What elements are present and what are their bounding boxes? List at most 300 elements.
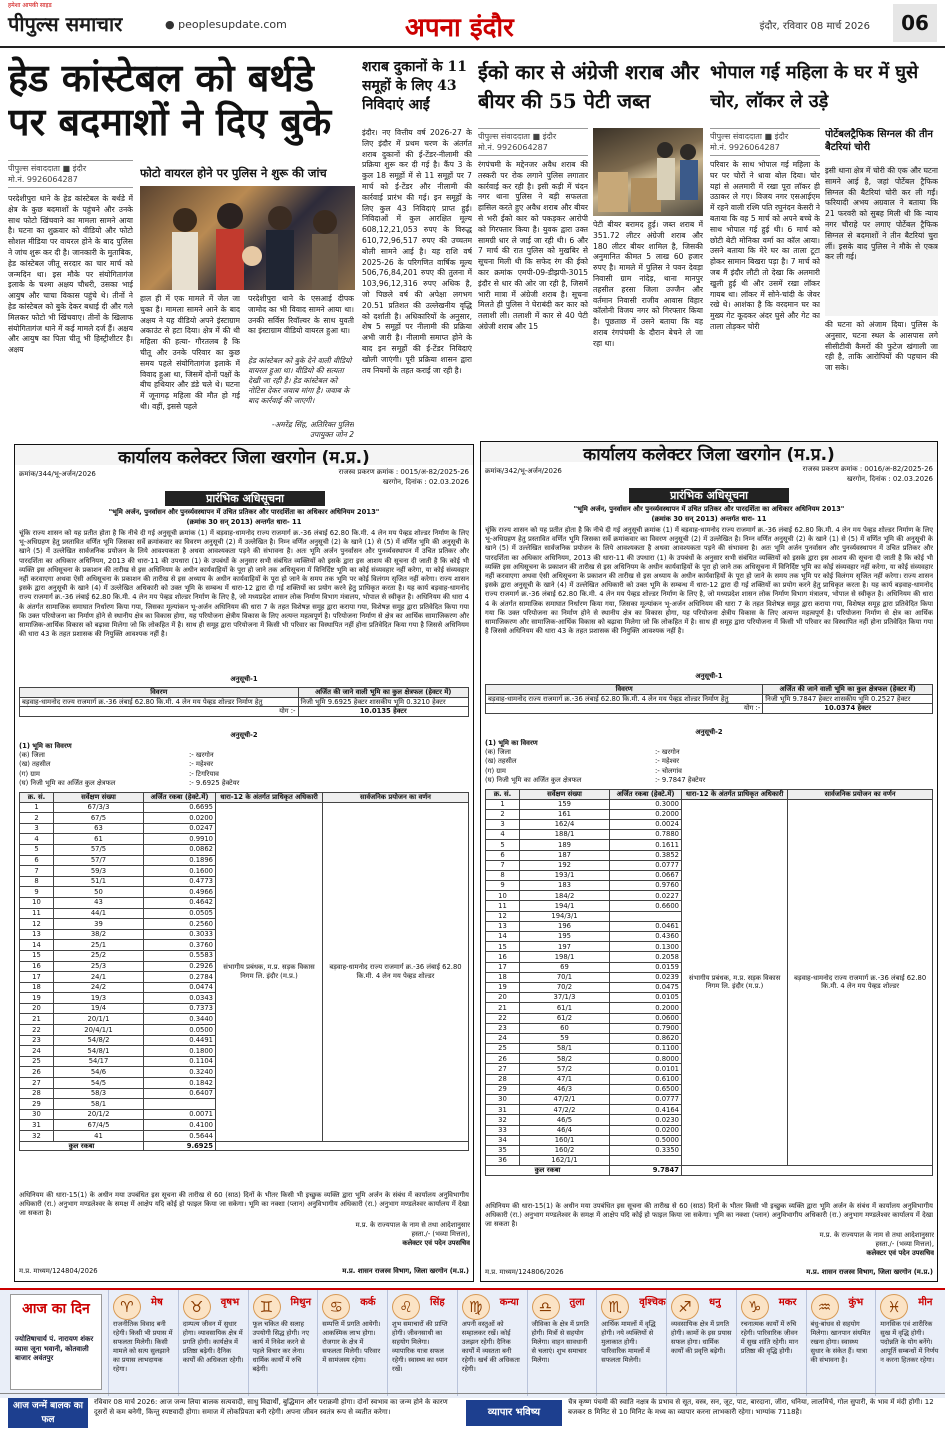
zodiac-12[interactable] <box>875 1290 945 1396</box>
table-cell: 19/4 <box>54 1003 144 1014</box>
nl-sign2: कलेक्टर एवं पदेन उपसचिव <box>402 1239 470 1248</box>
table-cell: 0.0230 <box>610 1115 682 1125</box>
table-cell: 35 <box>486 1145 520 1155</box>
table-cell: 32 <box>20 1131 54 1142</box>
zodiac-text: शुभ समाचारों की प्राप्ति होगी। जीवनसाथी का सहयोग मिलेगा। व्यापारिक यात्रा सफल रहेगी। स्वास्थ्य का ध्यान रखें। <box>392 1320 448 1373</box>
survey-col-header: धारा-12 के अंतर्गत प्राधिकृत अधिकारी <box>682 790 788 800</box>
masthead <box>0 0 945 48</box>
table-cell: 7 <box>486 860 520 870</box>
zodiac-5[interactable] <box>387 1290 457 1396</box>
bhopal-byline <box>710 128 820 156</box>
zodiac-name: मीन <box>918 1297 933 1308</box>
table-cell: 0.2000 <box>610 809 682 819</box>
land-row <box>485 776 785 785</box>
eco-byline-text: पीपुल्स संवाददाता ■ इंदौर <box>478 132 557 141</box>
table-cell: 0.0101 <box>610 1064 682 1074</box>
table-cell: 54/8/2 <box>54 1035 144 1046</box>
nl-sign: हस्ता./- (भव्या मित्तल), <box>411 1230 470 1239</box>
lead-mobile: मो.नं. 9926064287 <box>8 175 78 184</box>
table-cell: 38/2 <box>54 929 144 940</box>
r-sch1-desc: बड़वाह-धामनोद राज्य राजमार्ग क्र.-36 लंबाई 62.80 कि.मी. 4 लेन मय पेव्हड शोल्डर निर्माण हेतु <box>486 694 763 704</box>
notice-right-sch1-label: अनुसूची-1 <box>695 672 723 680</box>
table-cell: 184/2 <box>520 891 610 901</box>
r-sch1-area: निजी भूमि 9.7847 हेक्टर शासकीय भूमि 0.2527 हेक्टर <box>763 694 933 704</box>
notice-left-sch1-table <box>19 687 469 717</box>
zodiac-icon: ♌ <box>392 1294 420 1320</box>
table-cell: 2 <box>20 813 54 824</box>
table-cell: 19/3 <box>54 993 144 1004</box>
page-number: 06 <box>893 4 937 42</box>
table-cell: 27 <box>20 1078 54 1089</box>
public-purpose: बड़वाह-धामनोद राज्य राजमार्ग क्र.-36 लंबाई 62.80 कि.मी. 4 लेन मय पेव्हड शोल्डर <box>322 802 468 1141</box>
bhopal-body: परिवार के साथ भोपाल गई महिला के घर पर चोरों ने धावा बोल दिया। चोर यहां से अलमारी में रखा पूरा लॉकर ही उठाकर ले गए। विजय नगर एसआईएम में रहने वाली रश्मि पति रघुनंदन केसरी ने बताया कि वह 5 मार्च को अपने बच्चे के साथ भोपाल गई हुई थी। 6 मार्च को छोटी बेटी मोनिका वर्मा का कॉल आया। उसने बताया कि मेरे घर का ताला टूटा होकर सामान बिखरा पड़ा है। 7 मार्च को जब मैं इंदौर लौटी तो देखा कि अलमारी खुली हुई थी और उसमें रखा लॉकर गायब था। लॉकर में सोने-चांदी के जेवर रखे थे। आशंका है कि वरदमान घर का मुख्य गेट कूदकर अंदर घुसे और गेट का ताला तोड़कर चोरी <box>710 160 820 331</box>
table-cell: 20 <box>20 1003 54 1014</box>
table-cell: 58/1 <box>54 1099 144 1110</box>
aaj-ka-din-box <box>10 1294 102 1390</box>
table-cell: 0.0500 <box>144 1025 216 1036</box>
zodiac-name: मकर <box>778 1297 797 1308</box>
zodiac-name: मिथुन <box>290 1297 312 1308</box>
table-cell: 0.4360 <box>610 932 682 942</box>
table-cell: 47/2/2 <box>520 1105 610 1115</box>
table-cell: 18 <box>486 972 520 982</box>
table-cell: 0.1896 <box>144 855 216 866</box>
table-cell: 25/1 <box>54 940 144 951</box>
survey-table <box>485 789 933 1176</box>
land-label: (ग) ग्राम <box>485 766 506 775</box>
table-cell: 0.0343 <box>144 993 216 1004</box>
zodiac-name: कुंभ <box>848 1297 864 1308</box>
table-cell: 57/7 <box>54 855 144 866</box>
table-cell: 159 <box>520 799 610 809</box>
notice-right-sch2 <box>485 789 933 1199</box>
lead-quote-by: -अमरेंद्र सिंह, अतिरिक्त पुलिस उपायुक्त जोन 2 <box>271 420 354 439</box>
table-cell: 0.2058 <box>610 952 682 962</box>
notice-left-land <box>19 742 319 788</box>
table-cell: 0.4100 <box>144 1120 216 1131</box>
notice-right-section: (क्रमांक 30 सन् 2013) अन्तर्गत धारा- 11 <box>651 515 767 523</box>
seized-liquor-photo-art <box>593 128 703 216</box>
sch1-area: निजी भूमि 9.6925 हेक्टर शासकीय भूमि 0.3210 हेक्टर <box>298 697 468 707</box>
survey-col-header: क्र. सं. <box>20 793 54 803</box>
brand-name: पीपुल्स समाचार <box>8 12 123 36</box>
table-cell: 25/3 <box>54 961 144 972</box>
notice-left-sch1-label: अनुसूची-1 <box>230 675 258 683</box>
people-photo-art <box>140 186 355 290</box>
notice-right-title: कार्यालय कलेक्टर जिला खरगोन (म.प्र.) <box>583 445 835 462</box>
table-cell: 0.7900 <box>610 1023 682 1033</box>
table-cell: 0.4642 <box>144 897 216 908</box>
table-cell: 46/5 <box>520 1115 610 1125</box>
table-cell: 54/17 <box>54 1056 144 1067</box>
land-label: (क) जिला <box>485 748 511 757</box>
zodiac-text: मानसिक एवं शारीरिक सुख में वृद्धि होगी। पदोन्नति के योग बनेंगे। आपूर्ति सम्बन्धों में निर्णय न करना हितकर रहेगा। <box>880 1320 939 1364</box>
eco-headline[interactable]: ईको कार से अंग्रेजी शराब और बीयर की 55 पेटी जब्त <box>478 60 700 113</box>
zodiac-3[interactable] <box>248 1290 318 1396</box>
birth-fal-text: रविवार 08 मार्च 2026: आज जन्म लिया बालक सत्यवादी, साधु विद्यार्थी, बुद्धिमान और पराक्रमी होगा। दोनों स्वभाव का जन्म होने के कारण दूसरों से कम बनेगी, किन्तु स्पष्टवादी होगा। समाज में लोकप्रियता बनी रहेगी। अपना जीवन स्वतंत्र रूप से व्यतीत करेगा। <box>94 1398 448 1416</box>
table-cell: 3 <box>486 819 520 829</box>
table-cell: 11 <box>20 908 54 919</box>
table-cell: 25 <box>486 1044 520 1054</box>
land-row <box>485 748 785 757</box>
table-cell: 67/4/5 <box>54 1120 144 1131</box>
lead-subhead: फोटो वायरल होने पर पुलिस ने शुरू की जांच <box>140 166 327 180</box>
land-row <box>485 757 785 766</box>
land-value: :- चोलगांव <box>655 766 682 775</box>
zodiac-icon: ♏ <box>601 1294 629 1320</box>
survey-table <box>19 792 469 1151</box>
table-cell: 8 <box>486 870 520 880</box>
table-cell: 0.1300 <box>610 942 682 952</box>
table-cell: 26 <box>20 1067 54 1078</box>
table-cell: 13 <box>20 929 54 940</box>
land-value: :- खरगोन <box>189 751 214 760</box>
zodiac-1[interactable] <box>108 1290 178 1396</box>
zodiac-name: धनु <box>709 1297 721 1308</box>
land-row <box>19 770 319 779</box>
nr-sign2: कलेक्टर एवं पदेन उपसचिव <box>866 1249 934 1258</box>
table-cell: 25 <box>20 1056 54 1067</box>
table-cell: 0.5644 <box>144 1131 216 1142</box>
survey-col-header: सार्वजनिक प्रयोजन का वर्णन <box>322 793 468 803</box>
table-cell: 70/2 <box>520 982 610 992</box>
zodiac-10[interactable] <box>736 1290 806 1396</box>
land-head: (1) भूमि का विवरण <box>485 739 538 747</box>
table-cell: 16 <box>486 952 520 962</box>
lead-headline-block <box>8 56 353 166</box>
lead-headline[interactable]: हेड कांस्टेबल को बर्थडे पर बदमाशों ने दिए बुके <box>8 56 332 144</box>
zodiac-text: व्यवसायिक क्षेत्र में प्रगति होगी। कामों के इस प्रयास सफल होगा। धार्मिक कार्यों की प्रवृत्ति बढ़ेगी। <box>671 1320 732 1355</box>
table-cell: 0.0239 <box>610 972 682 982</box>
land-value: :- 9.7847 हेक्टेयर <box>655 775 706 784</box>
land-row <box>19 779 319 788</box>
table-cell: 24/1 <box>54 972 144 983</box>
zodiac-icon: ♐ <box>671 1294 699 1320</box>
table-cell: 0.4966 <box>144 887 216 898</box>
r-sch1-h1: विवरण <box>486 685 763 695</box>
land-value: :- महेश्वर <box>189 760 214 769</box>
zodiac-7[interactable] <box>527 1290 597 1396</box>
zodiac-text: रचनात्मक कार्यों में रुचि रहेगी। पारिवारिक जीवन में सुख शांति रहेगी। मान प्रतिष्ठा की वृद्धि होगी। <box>740 1320 799 1355</box>
notice-right-sch2-label: अनुसूची-2 <box>695 728 723 736</box>
table-cell: 15 <box>20 950 54 961</box>
zodiac-text: अपनी वस्तुओं को सम्हालकर रखें। कोई उलझन रहेगी। दैनिक कार्यों में व्यस्तता बनी रहेगी। खर्च की अधिकता रहेगी। <box>461 1320 520 1373</box>
liquor-headline[interactable]: शराब दुकानों के 11 समूहों के लिए 43 निविदाएं आईं <box>362 59 467 113</box>
table-cell: 0.8620 <box>610 1033 682 1043</box>
table-cell: 30 <box>20 1109 54 1120</box>
sch1-total-label: योग :- <box>20 707 299 717</box>
table-cell: 60 <box>520 1023 610 1033</box>
table-cell: 22 <box>486 1013 520 1023</box>
authorized-officer: संभागीय प्रबंधक, म.प्र. सड़क विकास निगम लि. इंदौर (म.प्र.) <box>216 802 323 1141</box>
table-cell: 0.3760 <box>144 940 216 951</box>
table-cell: 0.1800 <box>144 1046 216 1057</box>
survey-col-header: सर्वेक्षण संख्या <box>520 790 610 800</box>
table-cell <box>610 1156 682 1166</box>
table-cell: 24 <box>20 1046 54 1057</box>
lead-byline-text: पीपुल्स संवाददाता ■ इंदौर <box>8 164 87 173</box>
sch1-h1: विवरण <box>20 688 299 698</box>
empty-cell <box>216 1141 469 1151</box>
table-cell: 58/1 <box>520 1044 610 1054</box>
table-cell: 51/1 <box>54 876 144 887</box>
notice-right-sign <box>739 1231 934 1265</box>
table-cell: 9 <box>20 887 54 898</box>
table-cell: 47/2/1 <box>520 1095 610 1105</box>
notice-left-case-no: राजस्व प्रकरण क्रमांक : 0015/अ-82/2025-26 <box>338 468 469 476</box>
table-cell: 36 <box>486 1156 520 1166</box>
bottom-strip <box>0 1393 945 1445</box>
table-cell: 50 <box>54 887 144 898</box>
zodiac-icon: ♊ <box>253 1294 281 1320</box>
table-cell: 47/1 <box>520 1074 610 1084</box>
table-cell: 0.3240 <box>144 1067 216 1078</box>
table-cell: 5 <box>486 840 520 850</box>
table-cell: 0.8000 <box>610 1054 682 1064</box>
notice-right-bar: प्रारंभिक अधिसूचना <box>629 488 789 503</box>
lead-body-col3: परदेशीपुरा थाने के एसआई दीपक जामोद का भी विवाद सामने आया था। उनकी सर्विस रिवॉल्वर के साथ युवती का इंस्टाग्राम वीडियो वायरल हुआ था। <box>248 294 354 336</box>
table-cell: 0.0247 <box>144 823 216 834</box>
table-cell: 1 <box>20 802 54 813</box>
zodiac-11[interactable] <box>806 1290 876 1396</box>
horoscope-strip <box>0 1288 945 1398</box>
table-cell: 29 <box>486 1084 520 1094</box>
newspaper-logo[interactable] <box>8 2 123 37</box>
table-cell <box>144 1099 216 1110</box>
table-cell: 196 <box>520 921 610 931</box>
table-cell: 18 <box>20 982 54 993</box>
table-cell: 0.1611 <box>610 840 682 850</box>
r-sch1-h2: अर्जित की जाने वाली भूमि का कुल क्षेत्रफल (हेक्टर में) <box>763 685 933 695</box>
table-cell: 0.2784 <box>144 972 216 983</box>
table-cell: 160/2 <box>520 1145 610 1155</box>
table-cell: 14 <box>20 940 54 951</box>
public-purpose: बड़वाह-धामनोद राज्य राजमार्ग क्र.-36 लंबाई 62.80 कि.मी. 4 लेन मय पेव्हड शोल्डर <box>788 799 933 1166</box>
table-cell: 32 <box>486 1115 520 1125</box>
land-value: :- 9.6925 हेक्टेयर <box>189 778 240 787</box>
notice-left-madhyam: म.प्र. माध्यम/124804/2026 <box>19 1267 98 1275</box>
zodiac-name: कर्क <box>360 1297 376 1308</box>
table-cell: 0.0071 <box>144 1109 216 1120</box>
total-value: 9.7847 <box>610 1166 682 1176</box>
land-value: :- खरगोन <box>655 748 680 757</box>
zodiac-6[interactable] <box>457 1290 527 1396</box>
sch1-desc: बड़वाह-धामनोद राज्य राजमार्ग क्र.-36 लंबाई 62.80 कि.मी. 4 लेन मय पेव्हड शोल्डर निर्माण हेतु <box>20 697 299 707</box>
table-cell: 0.0474 <box>144 982 216 993</box>
notice-right-act: "भूमि अर्जन, पुनर्वासन और पुनर्व्यवस्थापन में उचित प्रतिकर और पारदर्शिता का अधिकार अधिनियम 2013" <box>573 505 845 513</box>
notice-left-sch2 <box>19 792 469 1182</box>
table-cell: 14 <box>486 932 520 942</box>
table-cell: 13 <box>486 921 520 931</box>
table-cell: 195 <box>520 932 610 942</box>
table-cell: 24/2 <box>54 982 144 993</box>
notice-left-section: (क्रमांक 30 सन् 2013) अन्तर्गत धारा- 11 <box>186 518 302 526</box>
table-cell: 198/1 <box>520 952 610 962</box>
zodiac-4[interactable] <box>317 1290 387 1396</box>
table-cell: 188/1 <box>520 830 610 840</box>
table-cell: 0.4491 <box>144 1035 216 1046</box>
eco-body-col1: रंगपंचमी के मद्देनजर अवैध शराब की तस्करी पर रोक लगाने पुलिस लगातार कार्रवाई कर रही है। इसी कड़ी में चंदन नगर थाना पुलिस ने बड़ी सफलता हासिल करते हुए अवैध शराब और बीयर से भरी ईको कार को पकड़कर आरोपी को गिरफ्तार किया है। युवक द्वारा उक्त सामग्री धार ले जाई जा रही थी। 6 और 7 मार्च की रात पुलिस को मुखबिर से सूचना मिली थी कि सफेद रंग की ईको कार क्रमांक एमपी-09-डीझपी-3015 इंदौर से धार की ओर जा रही है, जिसमें भारी मात्रा में अंग्रेजी शराब है। सूचना मिलते ही पुलिस ने घेराबंदी कर कार को तलाशी ली। तलाशी में कार से 40 पेटी अंग्रेजी शराब और 15 <box>478 160 588 331</box>
r-sch1-total: 10.0374 हेक्टर <box>763 704 933 714</box>
table-cell: 0.7880 <box>610 830 682 840</box>
lead-photo[interactable] <box>140 186 355 290</box>
table-cell: 187 <box>520 850 610 860</box>
land-label: (ख) तहसील <box>19 760 51 769</box>
section-title: अपना इंदौर <box>405 13 514 43</box>
table-cell: 161 <box>520 809 610 819</box>
survey-col-header: सर्वेक्षण संख्या <box>54 793 144 803</box>
vyapar-label: व्यापार भविष्य <box>466 1400 562 1426</box>
table-cell: 23 <box>20 1035 54 1046</box>
notice-right-sch1-table <box>485 684 933 714</box>
table-row <box>486 799 933 809</box>
table-cell: 0.0475 <box>610 982 682 992</box>
table-cell: 12 <box>486 911 520 921</box>
table-cell: 0.3033 <box>144 929 216 940</box>
bhopal-mobile: मो.नं. 9926064287 <box>710 143 780 152</box>
zodiac-text: बंधु-बांधव से सहयोग मिलेगा। खानपान संयमित रखना होगा। स्वास्थ्य सुधार के संकेत हैं। यात्रा की संभावना है। <box>810 1320 871 1364</box>
zodiac-name: सिंह <box>430 1297 445 1308</box>
lead-byline-box <box>8 160 133 188</box>
zodiac-text: राजनीतिक विवाद बनी रहेगी। किसी भी प्रयास में सफलता मिलेगी। किसी मामले को सत्य सुलझाने का प्रयास लाभदायक रहेगा। <box>113 1320 173 1373</box>
table-cell: 57/2 <box>520 1064 610 1074</box>
table-cell: 0.0227 <box>610 891 682 901</box>
table-cell: 54/8/1 <box>54 1046 144 1057</box>
notice-right-land <box>485 739 785 785</box>
table-cell: 0.6100 <box>610 1074 682 1084</box>
zodiac-2[interactable] <box>178 1290 248 1396</box>
table-cell: 31 <box>20 1120 54 1131</box>
table-cell: 0.0461 <box>610 921 682 931</box>
table-cell: 16 <box>20 961 54 972</box>
notice-right-foot: अधिनियम की धारा-15(1) के अधीन मया उपबंधित इस सूचना की तारीख से 60 (साठ) दिनों के भीतर किसी भी इच्छुक व्यक्ति द्वारा भूमि अर्जन के संबंध में कार्यालय अनुविभागीय अधिकारी (रा.) अनुभाग मण्डलेश्वर के समक्ष में आक्षेप यदि कोई हो फाइल किया जा सकेगा। भूमि का नक्शा (प्लान) अनुविभागीय अधिकारी (रा.) अनुभाग मण्डलेश्वर कार्यालय में देखा जा सकता है। <box>485 1202 933 1229</box>
zodiac-8[interactable] <box>596 1290 666 1396</box>
table-cell: 0.0105 <box>610 993 682 1003</box>
table-cell: 0.3000 <box>610 799 682 809</box>
table-cell: 27 <box>486 1064 520 1074</box>
zodiac-icon: ♉ <box>183 1294 211 1320</box>
table-cell: 0.6500 <box>610 1084 682 1094</box>
table-cell: 63 <box>54 823 144 834</box>
land-label: (घ) निजी भूमि का अर्जित कुल क्षेत्रफल <box>485 775 582 784</box>
table-cell: 0.2560 <box>144 919 216 930</box>
table-cell: 57/5 <box>54 844 144 855</box>
notice-left <box>14 444 474 1282</box>
notice-left-act: "भूमि अर्जन, पुनर्वासन और पुनर्व्यवस्थापन में उचित प्रतिकर और पारदर्शिता का अधिकार अधिनियम 2013" <box>108 508 380 516</box>
lead-body-col2: हाल ही में एक मामले में जेल जा चुका है। मामला सामने आने के बाद अक्षय ने यह वीडियो अपने इंस्टाग्राम अकाउंट से हटा दिया। क्षेत्र में की थी महिला की हत्या- गौरतलब है कि चीतू और उनके परिवार का कुछ समय पहले संयोगितागंज इलाके में विवाद हुआ था, जिसमें दोनों पक्षों के बीच हथियार और डंडे चले थे। घटना में जूनागढ़ महिला की मौत हो गई थी। वहीं, इससे पहले <box>140 294 240 411</box>
table-cell: 33 <box>486 1125 520 1135</box>
table-cell: 3 <box>20 823 54 834</box>
table-cell: 17 <box>20 972 54 983</box>
table-cell: 194/1 <box>520 901 610 911</box>
table-cell: 54/6 <box>54 1067 144 1078</box>
table-cell: 25/2 <box>54 950 144 961</box>
authorized-officer: संभागीय प्रबंधक, म.प्र. सड़क विकास निगम लि. इंदौर (म.प्र.) <box>682 799 788 1166</box>
notice-left-sign <box>275 1221 470 1261</box>
nr-sign: हस्ता./- (भव्या मित्तल), <box>875 1240 934 1249</box>
table-cell: 59/3 <box>54 866 144 877</box>
zodiac-text: आर्थिक मामलों में वृद्धि होगी। नये व्यक्तियों से मुलाकात होगी। पारिवारिक मामलों में सफलता मिलेगी। <box>601 1320 656 1364</box>
table-cell: 10 <box>486 891 520 901</box>
signal-body: इसी थाना क्षेत्र में चोरी की एक और घटना सामने आई है, जहां पोर्टेबल ट्रैफिक सिग्नल की बैटरियां चोरी कर ली गईं। फरियादी अभय अग्रवाल ने बताया कि 21 फरवरी को सुबह मिली थी कि न्याय नगर चौराहे पर लगाए पोर्टेबल ट्रैफिक सिग्नल से बदमाशों ने तीन बैटरियां चुरा लीं। इसके बाद पुलिस ने मौके से एकत्र कर ली गई। <box>825 166 938 316</box>
table-cell: 10 <box>20 897 54 908</box>
table-cell <box>610 911 682 921</box>
table-cell: 0.0667 <box>610 870 682 880</box>
table-cell: 0.3440 <box>144 1014 216 1025</box>
table-cell: 0.1600 <box>144 866 216 877</box>
table-cell: 20/1/2 <box>54 1109 144 1120</box>
website-link[interactable]: ● peoplesupdate.com <box>165 18 287 31</box>
table-cell: 0.0600 <box>610 1013 682 1023</box>
table-cell: 0.6600 <box>610 901 682 911</box>
notice-right-madhyam: म.प्र. माध्यम/124806/2026 <box>485 1268 564 1276</box>
table-cell: 0.2000 <box>610 1003 682 1013</box>
survey-col-header: अर्जित रकबा (हेक्टे.में) <box>610 790 682 800</box>
table-cell: 15 <box>486 942 520 952</box>
eco-photo[interactable] <box>593 128 703 216</box>
table-cell: 22 <box>20 1025 54 1036</box>
table-cell: 0.0200 <box>144 813 216 824</box>
table-cell: 0.9760 <box>610 881 682 891</box>
notice-left-date: खरगोन, दिनांक : 02.03.2026 <box>382 478 469 486</box>
notice-left-ref: क्रमांक/344/भू-अर्जन/2026 <box>19 470 96 478</box>
table-cell: 34 <box>486 1135 520 1145</box>
table-cell: 19 <box>20 993 54 1004</box>
lead-body-col1: परदेशीपुरा थाने के हेड कांस्टेबल के बर्थडे में क्षेत्र के कुछ बदमाशों के पहुंचने और उनके साथ फोटो खिंचवाने का मामला सामने आया है। घटना का शुक्रवार को वीडियो और फोटो सोशल मीडिया पर वायरल होने के बाद पुलिस ने जांच शुरू कर दी है। जानकारी के मुताबिक, हेड कांस्टेबल जीतू सरदार का चार मार्च को जन्मदिन था। इस मौके पर संयोगितागंज इलाके के चश्मा अक्षय चौधरी, उसका भाई आयुष और चाचा विकास पहुंचे थे। तीनों ने हेड कांस्टेबल को बुके देकर बधाई दी और गले मिलकर फोटो भी खिंचवाए। तीनों के खिलाफ संयोगितागंज थाने में कई मामले दर्ज हैं। अक्षय और आयुष का पिता चीतू भी हिस्ट्रीशीटर है। अक्षय <box>8 194 133 355</box>
table-cell: 4 <box>486 830 520 840</box>
table-cell: 0.0024 <box>610 819 682 829</box>
table-cell: 61/1 <box>520 1003 610 1013</box>
table-cell: 37/1/3 <box>520 993 610 1003</box>
table-cell: 11 <box>486 901 520 911</box>
lead-quote: हेड कांस्टेबल को बुके देने वाली वीडियो वायरल हुआ था। वीडियो की सत्यता देखी जा रही है। हेड कांस्टेबल को नोटिस देकर जवाब मांगा है। जवाब के बाद कार्रवाई की जाएगी। <box>248 356 352 405</box>
table-cell: 0.4164 <box>610 1105 682 1115</box>
sch1-h2: अर्जित की जाने वाली भूमि का कुल क्षेत्रफल (हेक्टर में) <box>298 688 468 698</box>
notice-right-text: चूंकि राज्य शासन को यह प्रतीत होता है कि नीचे दी गई अनुसूची क्रमांक (1) में बड़वाह-धामनोद राज्य राजमार्ग क्र.-36 लंबाई 62.80 कि.मी. 4 लेन मय पेव्हड शोल्डर निर्माण के लिए भू-अधिग्रहण हेतु प्रस्तावित वर्णित भूमि जिसका सर्वे क्रमांकवार का विवरण अनुसूची (2) में उल्लेखित है। निम्न वर्णित अनुसूची (2) के खाने (1) से (5) में वर्णित भूमि की अनुसूची के खाने (5) में उल्लेखित सार्वजनिक प्रयोजन के लिये आवश्यकता है अथवा आवश्यकता पड़ने की संभावना है। अतः भूमि अर्जन पुनर्वासन और पुनर्व्यवस्थापन में उचित प्रतिकर और पारदर्शिता का अधिकार अधिनियम, 2013 की धारा-11 की उपधारा (1) के उपबंधों के अनुसार सभी संबंधित व्यक्तियों को इसके द्वारा इस आशय की सूचना दी जाती है कि कोई भी व्यक्ति इस अधिसूचना के प्रकाशन की तारीख से इस अधिनियम के अधीन कार्यवाहियों के पूरा हो जाने तक अधिसूचना में विनिर्दिष्ट भूमि का कोई संव्यवहार नहीं करेगा, या कोई संव्यवहार नहीं करवाएगा अथवा ऐसी अधिसूचना के प्रकाशन की तारीख से इस अध्याय के अधीन कार्यवाहियों के पूरा हो जाने के समय तक भूमि पर कोई विलंगम सृजित नहीं करेगा। राज्य शासन इसके द्वारा अनुसूची के खाने (4) में उल्लेखित अधिकारी को उक्त भूमि के सम्बन्ध में धारा-12 द्वारा दी गई शक्तियों का प्रयोग करने हेतु प्राधिकृत करता है। यह कार्य बड़वाह-धामनोद राज्य राजमार्ग क्र.-36 लंबाई 62.80 कि.मी. 4 लेन मय पेव्हड शोल्डर निर्माण के लिए है, जो मध्यप्रदेश शासन लोक निर्माण विभाग मंत्रालय, भोपाल से स्वीकृत है। अधिनियम की धारा 4 के अंतर्गत सामाजिक समाघात निर्धारण किया गया, जिसका मूल्यांकन भू-अर्जन अधिनियम की धारा 7 के तहत विशेषज्ञ समूह द्वारा कराया गया, विशेषज्ञ समूह द्वारा प्रतिवेदित किया गया कि उक्त परियोजना का निर्माण होने से स्थानीय क्षेत्र का विकास होगा, यह परियोजना क्षेत्रीय विकास के लिए अत्यन्त महत्वपूर्ण है। परियोजना निर्माण से क्षेत्र का आर्थिक सामाजिकरण और सामाजिक-आर्थिक विकास को बढ़ावा मिलेगा जो कि लोकहित में है। साथ ही समूह द्वारा परियोजना में किसी भी परिवार का विस्थापित नहीं होना प्रतिवेदित किया गया है जिससे अधिनियम की धारा 43 के तहत प्रशासक की नियुक्ति आवश्यक नहीं है। <box>485 526 933 636</box>
signal-headline[interactable]: पोर्टेबलट्रैफिक सिग्नल की तीन बैटरियां चोरी <box>825 129 933 153</box>
table-cell: 0.0200 <box>610 1125 682 1135</box>
zodiac-9[interactable] <box>666 1290 736 1396</box>
table-cell: 28 <box>486 1074 520 1084</box>
table-cell: 43 <box>54 897 144 908</box>
bhopal-byline-text: पीपुल्स संवाददाता ■ इंदौर <box>710 132 789 141</box>
table-cell: 17 <box>486 962 520 972</box>
table-cell: 0.1104 <box>144 1056 216 1067</box>
table-cell: 160/1 <box>520 1135 610 1145</box>
land-value: :- महेश्वर <box>655 757 680 766</box>
aaj-astrologer: ज्योतिषाचार्य पं. नारायण शंकर व्यास जूना भवानी, कोतवाली बाजार अवंतपुर <box>15 1335 94 1362</box>
table-cell: 0.1842 <box>144 1078 216 1089</box>
table-cell: 0.0505 <box>144 908 216 919</box>
table-cell: 6 <box>20 855 54 866</box>
notice-right-dept: म.प्र. शासन राजस्व विभाग, जिला खरगोन (म.प्र.) <box>806 1268 933 1276</box>
notice-left-dept: म.प्र. शासन राजस्व विभाग, जिला खरगोन (म.प्र.) <box>342 1267 469 1275</box>
zodiac-name: तुला <box>569 1297 585 1308</box>
table-cell: 194/3/1 <box>520 911 610 921</box>
eco-byline <box>478 128 588 156</box>
table-cell: 20/4/1/1 <box>54 1025 144 1036</box>
survey-col-header: सार्वजनिक प्रयोजन का वर्णन <box>788 790 933 800</box>
table-cell: 46/3 <box>520 1084 610 1094</box>
bhopal-headline[interactable]: भोपाल गई महिला के घर में घुसे चोर, लॉकर ले उड़े <box>710 62 919 112</box>
notice-left-title: कार्यालय कलेक्टर जिला खरगोन (म.प्र.) <box>118 448 370 465</box>
r-sch1-total-label: योग :- <box>486 704 763 714</box>
total-label: कुल रकबा <box>20 1141 144 1151</box>
table-cell: 19 <box>486 982 520 992</box>
table-cell: 189 <box>520 840 610 850</box>
notice-left-bar: प्रारंभिक अधिसूचना <box>165 491 325 506</box>
table-cell: 0.3852 <box>610 850 682 860</box>
